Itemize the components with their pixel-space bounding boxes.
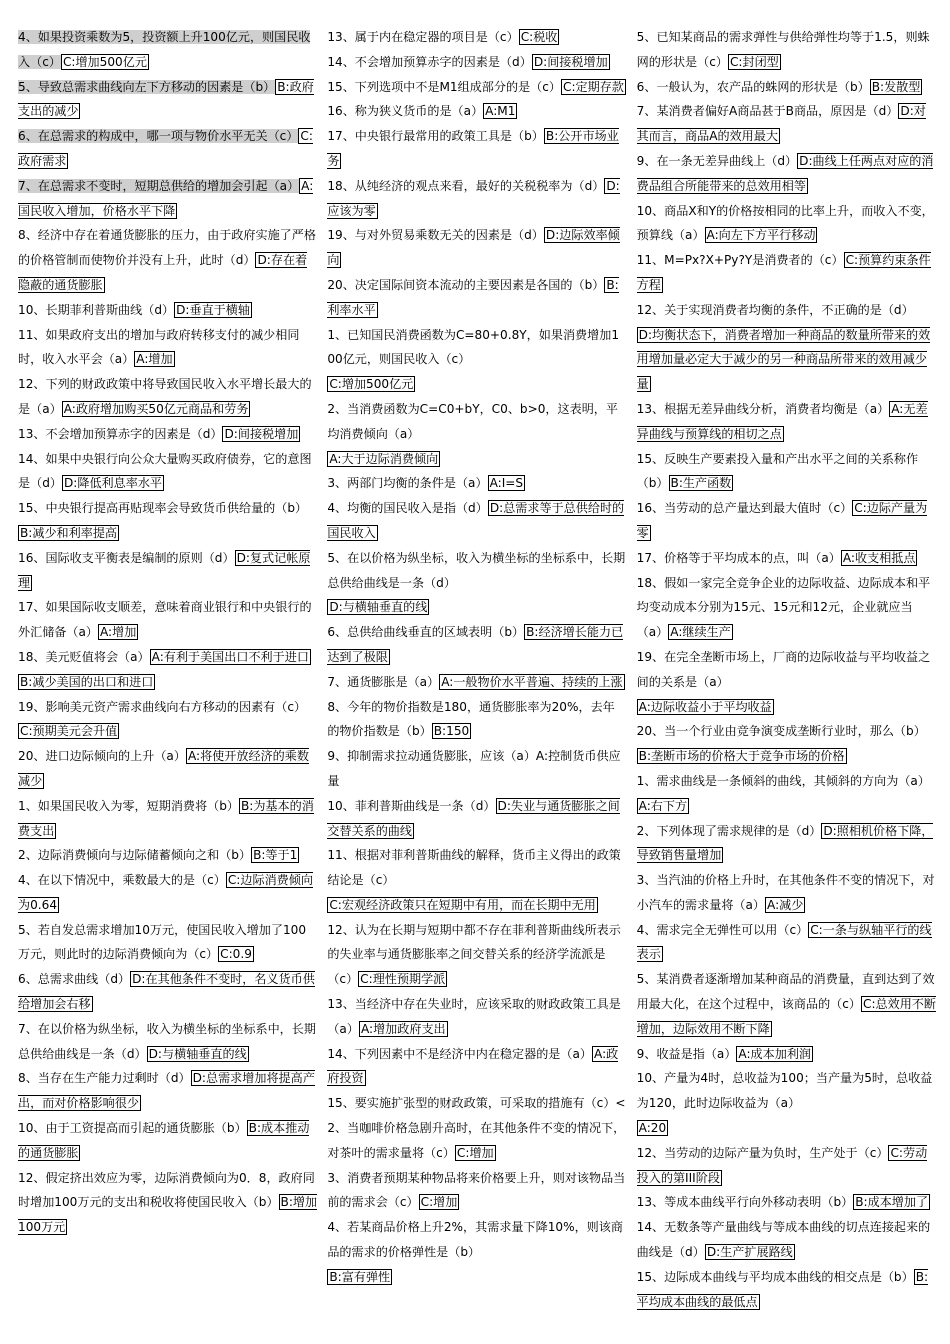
- question-item: [637, 298, 936, 397]
- question-text: 12、关于实现消费者均衡的条件，不正确的是（d）: [636, 302, 914, 317]
- question-item: [18, 174, 317, 224]
- question-item: [637, 868, 936, 918]
- question-text: 12、下列的财政政策中将导致国民收入水平增长最大的是（a）: [18, 377, 312, 416]
- question-text: 8、今年的物价指数是180，通货膨胀率为20%，去年的物价指数是（b）: [327, 699, 615, 739]
- question-text: 9、抑制需求拉动通货膨胀，应该（a）A:控制货币供应量: [327, 749, 621, 788]
- question-item: [18, 25, 317, 75]
- question-text: 2、下列体现了需求规律的是（d）: [636, 823, 822, 838]
- question-item: [637, 719, 936, 769]
- column-1: [18, 25, 317, 1344]
- question-text: 13、属于内在稳定器的项目是（c）: [327, 30, 519, 44]
- answer-box: C:税收: [520, 30, 558, 44]
- question-item: [637, 25, 936, 75]
- question-text: 7、在以价格为纵坐标，收入为横坐标的坐标系中，长期总供给曲线是一条（d）: [18, 1021, 316, 1061]
- question-item: [327, 471, 626, 496]
- answer-box: A:成本加利润: [738, 1046, 812, 1061]
- question-item: [327, 794, 626, 844]
- answer-box: C:增加500亿元: [62, 54, 147, 69]
- question-item: [327, 1116, 626, 1166]
- question-text: 18、美元贬值将会（a）: [18, 649, 150, 664]
- answer-box: C:增加500亿元: [329, 377, 414, 392]
- question-item: [327, 1042, 626, 1092]
- question-item: [18, 695, 317, 745]
- answer-box: D:对其而言，商品A的效用最大: [636, 104, 926, 144]
- answer-box: B:平均成本曲线的最低点: [636, 1269, 929, 1309]
- question-text: 15、反映生产要素投入量和产出水平之间的关系称作（b）: [636, 451, 919, 491]
- answer-box: A:将使开放经济的乘数减少: [18, 749, 309, 788]
- question-text: 2、当消费函数为C=C0+bY，C0、b>0，这表明，平均消费倾向（a）: [327, 401, 618, 441]
- answer-box: C:理性预期学派: [360, 972, 446, 987]
- question-item: [637, 967, 936, 1041]
- question-text: 16、称为狭义货币的是（a）: [327, 104, 484, 119]
- question-item: [18, 967, 317, 1017]
- question-item: [18, 124, 317, 174]
- answer-box: A:I=S: [489, 476, 524, 491]
- question-text: 7、某消费者偏好A商品甚于B商品，原因是（d）: [636, 104, 899, 119]
- question-item: [18, 447, 317, 497]
- answer-box: A:减少: [767, 897, 804, 912]
- answer-box: C:宏观经济政策只在短期中有用，而在长期中无用: [329, 897, 596, 912]
- question-text: 2、当咖啡价格急剧升高时，在其他条件不变的情况下，对茶叶的需求量将（c）: [327, 1121, 626, 1160]
- question-text: 19、与对外贸易乘数无关的因素是（d）: [327, 228, 544, 243]
- answer-box: A:政府投资: [327, 1046, 619, 1086]
- question-item: [327, 397, 626, 471]
- answer-box: B:150: [433, 724, 470, 739]
- question-text: 15、要实施扩张型的财政政策，可采取的措施有（c）<: [327, 1096, 626, 1111]
- answer-box: A:国民收入增加，价格水平下降: [18, 178, 314, 218]
- question-item: [18, 496, 317, 546]
- answer-box: B:生产函数: [670, 476, 732, 491]
- question-item: [637, 496, 936, 546]
- question-item: [637, 1066, 936, 1140]
- answer-box: B:公开市场业务: [327, 129, 619, 168]
- question-text: 1、需求曲线是一条倾斜的曲线，其倾斜的方向为（a）: [636, 773, 930, 788]
- answer-box: B:发散型: [871, 79, 921, 94]
- answer-box: B:增加100万元: [18, 1195, 318, 1235]
- question-item: [327, 124, 626, 174]
- question-item: [18, 422, 317, 447]
- answer-box: C:封闭型: [729, 54, 779, 69]
- question-item: [18, 323, 317, 373]
- question-item: [637, 1265, 936, 1315]
- question-item: [18, 794, 317, 844]
- question-item: [637, 149, 936, 199]
- question-item: [18, 868, 317, 918]
- question-text: 19、影响美元资产需求曲线向右方移动的因素有（c）: [18, 699, 307, 714]
- question-item: [637, 199, 936, 249]
- question-item: [327, 620, 626, 670]
- question-text: 9、收益是指（a）: [636, 1046, 737, 1061]
- answer-box: D:总需求等于总供给时的国民收入: [327, 501, 625, 540]
- question-item: [18, 1116, 317, 1166]
- question-item: [327, 273, 626, 323]
- question-item: [18, 298, 317, 323]
- question-item: [637, 75, 936, 100]
- question-text: 8、当存在生产能力过剩时（d）: [18, 1071, 191, 1086]
- answer-box: B:减少和利率提高: [20, 525, 118, 540]
- answer-box: D:垂直于横轴: [176, 302, 250, 317]
- question-text: 5、在以价格为纵坐标，收入为横坐标的坐标系中，长期总供给曲线是一条（d）: [327, 550, 626, 590]
- answer-box: C:增加: [456, 1145, 494, 1160]
- question-text: 12、认为在长期与短期中都不存在菲利普斯曲线所表示的失业率与通货膨胀率之间交替关系的经济学流派是（c）: [327, 922, 621, 987]
- answer-box: D:复式记帐原理: [18, 550, 311, 590]
- question-text: 10、由于工资提高而引起的通货膨胀（b）: [18, 1121, 247, 1136]
- column-3: [637, 25, 936, 1344]
- question-item: [637, 819, 936, 869]
- question-text: 11、根据对菲利普斯曲线的解释，货币主义得出的政策结论是（c）: [327, 848, 621, 888]
- question-item: [18, 645, 317, 670]
- question-item: [18, 546, 317, 596]
- answer-box: A:增加: [99, 625, 137, 640]
- question-text: 15、下列选项中不是M1组成部分的是（c）: [327, 79, 561, 94]
- answer-box: D:间接税增加: [533, 54, 608, 69]
- question-text: 13、当经济中存在失业时，应该采取的财政政策工具是（a）: [327, 997, 621, 1036]
- question-item: [18, 1166, 317, 1240]
- question-text: 16、当劳动的总产量达到最大值时（c）: [636, 501, 853, 516]
- answer-box: A:边际收益小于平均收益: [638, 699, 772, 714]
- answer-box: D:总需求增加将提高产出，而对价格影响很少: [18, 1071, 315, 1111]
- question-item: [327, 670, 626, 695]
- question-text: 9、在一条无差异曲线上（d）: [636, 153, 798, 168]
- answer-box: D:在其他条件不变时，名义货币供给增加会右移: [18, 972, 315, 1012]
- answer-box: D:与横轴垂直的线: [148, 1046, 247, 1061]
- question-text: 4、需求完全无弹性可以用（c）: [636, 922, 809, 937]
- question-text: 3、当汽油的价格上升时，在其他条件不变的情况下，对小汽车的需求量将（a）: [636, 873, 935, 912]
- question-text: 20、进口边际倾向的上升（a）: [18, 749, 186, 764]
- answer-box: A:政府增加购买50亿元商品和劳务: [63, 401, 249, 416]
- answer-box: B:减少美国的出口和进口: [20, 674, 154, 689]
- answer-box: D:降低利息率水平: [63, 476, 163, 491]
- question-item: [18, 1017, 317, 1067]
- question-item: [637, 99, 936, 149]
- question-item: [327, 99, 626, 124]
- question-item: [637, 769, 936, 819]
- answer-box: A:20: [638, 1121, 667, 1136]
- question-item: [327, 695, 626, 745]
- question-text: 17、价格等于平均成本的点，叫（a）: [636, 550, 841, 565]
- question-text: 4、均衡的国民收入是指（d）: [327, 501, 488, 516]
- question-text: 17、中央银行最常用的政策工具是（b）: [327, 129, 544, 144]
- question-text: 5、若自发总需求增加10万元，使国民收入增加了100万元，则此时的边际消费倾向为（c）: [18, 922, 307, 962]
- question-item: [327, 75, 626, 100]
- answer-box: D:与横轴垂直的线: [329, 600, 428, 615]
- question-text: 5、某消费者逐渐增加某种商品的消费量，直到达到了效用最大化，在这个过程中，该商品的（c）: [636, 972, 935, 1012]
- question-text: 12、假定挤出效应为零，边际消费倾向为0．8，政府同时增加100万元的支出和税收将使国民收入（b）: [18, 1170, 315, 1210]
- answer-box: C:边际消费倾向为0.64: [18, 873, 313, 912]
- answer-box: D:存在着隐蔽的通货膨胀: [18, 253, 308, 292]
- question-text: 20、决定国际间资本流动的主要因素是各国的（b）: [327, 277, 605, 292]
- question-text: 10、菲利普斯曲线是一条（d）: [327, 798, 496, 813]
- question-text: 13、根据无差异曲线分析，消费者均衡是（a）: [636, 401, 890, 416]
- question-item: [637, 918, 936, 968]
- question-item: [637, 447, 936, 497]
- question-text: 7、在总需求不变时，短期总供给的增加会引起（a）: [18, 178, 300, 193]
- question-text: 11、M=Px?X+Py?Y是消费者的（c）: [636, 253, 844, 268]
- question-text: 6、总需求曲线（d）: [18, 972, 131, 987]
- question-text: 8、经济中存在着通货膨胀的压力，由于政府实施了严格的价格管制而使物价并没有上升，此时（d）: [18, 228, 316, 268]
- answer-box: A:有利于美国出口不利于进口: [151, 649, 309, 664]
- question-text: 6、总供给曲线垂直的区域表明（b）: [327, 625, 525, 640]
- answer-box: C:一条与纵轴平行的线表示: [636, 922, 932, 962]
- answer-box: A:无差异曲线与预算线的相切之点: [636, 401, 928, 441]
- question-text: 14、无数条等产量曲线与等成本曲线的切点连接起来的曲线是（d）: [636, 1220, 931, 1260]
- question-item: [327, 496, 626, 546]
- answer-box: A:收支相抵点: [842, 550, 916, 565]
- question-text: 7、通货膨胀是（a）: [327, 674, 440, 689]
- question-item: [637, 248, 936, 298]
- question-item: [637, 397, 936, 447]
- question-item: [637, 1141, 936, 1191]
- answer-box: A:M1: [485, 104, 516, 119]
- answer-box: A:一般物价水平普遍、持续的上涨: [441, 674, 623, 689]
- question-text: 4、在以下情况中，乘数最大的是（c）: [18, 873, 226, 888]
- question-item: [327, 918, 626, 992]
- question-text: 10、商品X和Y的价格按相同的比率上升，而收入不变，预算线（a）: [636, 203, 934, 243]
- answer-box: A:右下方: [638, 798, 688, 813]
- question-item: [327, 323, 626, 397]
- answer-box: C:增加: [420, 1195, 458, 1210]
- question-item: [18, 1066, 317, 1116]
- question-text: 15、中央银行提高再贴现率会导致货币供给量的（b）: [18, 501, 308, 516]
- question-item: [18, 670, 317, 695]
- question-text: 2、边际消费倾向与边际储蓄倾向之和（b）: [18, 848, 252, 863]
- question-text: 6、在总需求的构成中，哪一项与物价水平无关（c）: [18, 129, 299, 144]
- question-text: 3、消费者预期某种物品将来价格要上升，则对该物品当前的需求会（c）: [327, 1170, 626, 1210]
- question-item: [327, 992, 626, 1042]
- question-item: [327, 843, 626, 917]
- answer-box: B:经济增长能力已达到了极限: [327, 625, 624, 664]
- answer-box: D:曲线上任两点对应的消费品组合所能带来的总效用相等: [636, 153, 934, 193]
- answer-box: B:利率水平: [327, 277, 619, 317]
- question-text: 10、产量为4时，总收益为100；当产量为5时，总收益为120，此时边际收益为（a）: [636, 1071, 933, 1111]
- question-item: [327, 25, 626, 50]
- question-item: [637, 1042, 936, 1067]
- question-text: 18、从纯经济的观点来看，最好的关税税率为（d）: [327, 178, 605, 193]
- answer-box: C:政府需求: [18, 129, 313, 168]
- question-item: [18, 918, 317, 968]
- question-item: [18, 843, 317, 868]
- question-item: [18, 744, 317, 794]
- question-text: 17、如果国际收支顺差，意味着商业银行和中央银行的外汇储备（a）: [18, 600, 312, 640]
- question-item: [327, 1091, 626, 1116]
- answer-box: D:应该为零: [327, 178, 620, 218]
- question-text: 5、导致总需求曲线向左下方移动的因素是（b）: [18, 79, 276, 94]
- question-text: 4、如果投资乘数为5，投资额上升100亿元，则国民收入（c）: [18, 30, 311, 69]
- answer-box: C:边际产量为零: [636, 501, 928, 540]
- answer-box: C:定期存款: [563, 79, 624, 94]
- question-text: 16、国际收支平衡表是编制的原则（d）: [18, 550, 235, 565]
- question-item: [327, 223, 626, 273]
- question-text: 4、若某商品价格上升2%，其需求量下降10%，则该商品的需求的价格弹性是（b）: [327, 1220, 623, 1260]
- question-text: 14、不会增加预算赤字的因素是（d）: [327, 54, 532, 69]
- question-text: 13、不会增加预算赤字的因素是（d）: [18, 426, 223, 441]
- answer-box: B:垄断市场的价格大于竞争市场的价格: [638, 749, 845, 764]
- answer-box: D:照相机价格下降，导致销售量增加: [636, 823, 934, 863]
- answer-box: D:边际效率倾向: [327, 228, 620, 268]
- answer-box: A:增加: [136, 352, 173, 367]
- answer-box: B:等于1: [253, 848, 298, 863]
- answer-box: A:继续生产: [670, 625, 731, 640]
- question-item: [18, 595, 317, 645]
- answer-box: C:总效用不断增加，边际效用不断下降: [636, 997, 936, 1036]
- question-text: 14、下列因素中不是经济中内在稳定器的是（a）: [327, 1046, 593, 1061]
- answer-box: A:增加政府支出: [360, 1021, 446, 1036]
- answer-box: A:大于边际消费倾向: [329, 451, 439, 466]
- answer-box: B:为基本的消费支出: [18, 798, 314, 838]
- answer-box: B:成本推动的通货膨胀: [18, 1121, 310, 1160]
- question-item: [637, 645, 936, 719]
- question-text: 18、假如一家完全竞争企业的边际收益、边际成本和平均变动成本分别为15元、15元和12元，企业就应当（a）: [636, 575, 931, 640]
- question-item: [327, 1166, 626, 1216]
- question-text: 10、长期菲利普斯曲线（d）: [18, 302, 175, 317]
- answer-box: B:政府支出的减少: [18, 79, 314, 119]
- question-text: 19、在完全垄断市场上，厂商的边际收益与平均收益之间的关系是（a）: [636, 649, 931, 689]
- answer-box: D:生产扩展路线: [706, 1245, 793, 1260]
- question-item: [327, 50, 626, 75]
- answer-box: D:失业与通货膨胀之间交替关系的曲线: [327, 798, 620, 838]
- question-text: 5、已知某商品的需求弹性与供给弹性均等于1.5，则蛛网的形状是（c）: [636, 30, 930, 69]
- answer-box: B:富有弹性: [329, 1269, 391, 1284]
- answer-box: A:向左下方平行移动: [706, 228, 816, 243]
- question-text: 1、已知国民消费函数为C=80+0.8Y，如果消费增加100亿元，则国民收入（c）: [327, 327, 620, 367]
- answer-box: C:劳动投入的第III阶段: [636, 1145, 928, 1185]
- question-text: 13、等成本曲线平行向外移动表明（b）: [636, 1195, 854, 1210]
- question-text: 14、如果中央银行向公众大量购买政府债券，它的意图是（d）: [18, 451, 312, 491]
- question-item: [18, 223, 317, 297]
- question-item: [637, 1215, 936, 1265]
- question-item: [18, 75, 317, 125]
- question-item: [18, 372, 317, 422]
- answer-box: D:间接税增加: [224, 426, 299, 441]
- question-text: 15、边际成本曲线与平均成本曲线的相交点是（b）: [636, 1269, 914, 1284]
- answer-box: D:均衡状态下，消费者增加一种商品的数量所带来的效用增加量必定大于减少的另一种商品所带来的效用减少量: [636, 327, 931, 392]
- question-item: [327, 744, 626, 794]
- question-item: [327, 546, 626, 620]
- question-item: [637, 571, 936, 645]
- question-text: 11、如果政府支出的增加与政府转移支付的减少相同时，收入水平会（a）: [18, 327, 300, 367]
- question-text: 3、两部门均衡的条件是（a）: [327, 476, 488, 491]
- question-item: [637, 1190, 936, 1215]
- question-text: 1、如果国民收入为零，短期消费将（b）: [18, 798, 239, 813]
- question-text: 12、当劳动的边际产量为负时，生产处于（c）: [636, 1145, 889, 1160]
- answer-box: C:预期美元会升值: [20, 724, 118, 739]
- question-text: 6、一般认为，农产品的蛛网的形状是（b）: [636, 79, 870, 94]
- answer-box: C:0.9: [220, 947, 252, 962]
- question-text: 20、当一个行业由竞争演变成垄断行业时，那么（b）: [636, 724, 926, 739]
- answer-box: C:预算约束条件方程: [636, 253, 931, 292]
- question-item: [637, 546, 936, 571]
- question-item: [327, 174, 626, 224]
- answer-box: B:成本增加了: [855, 1195, 929, 1210]
- question-item: [327, 1215, 626, 1289]
- column-2: [327, 25, 626, 1344]
